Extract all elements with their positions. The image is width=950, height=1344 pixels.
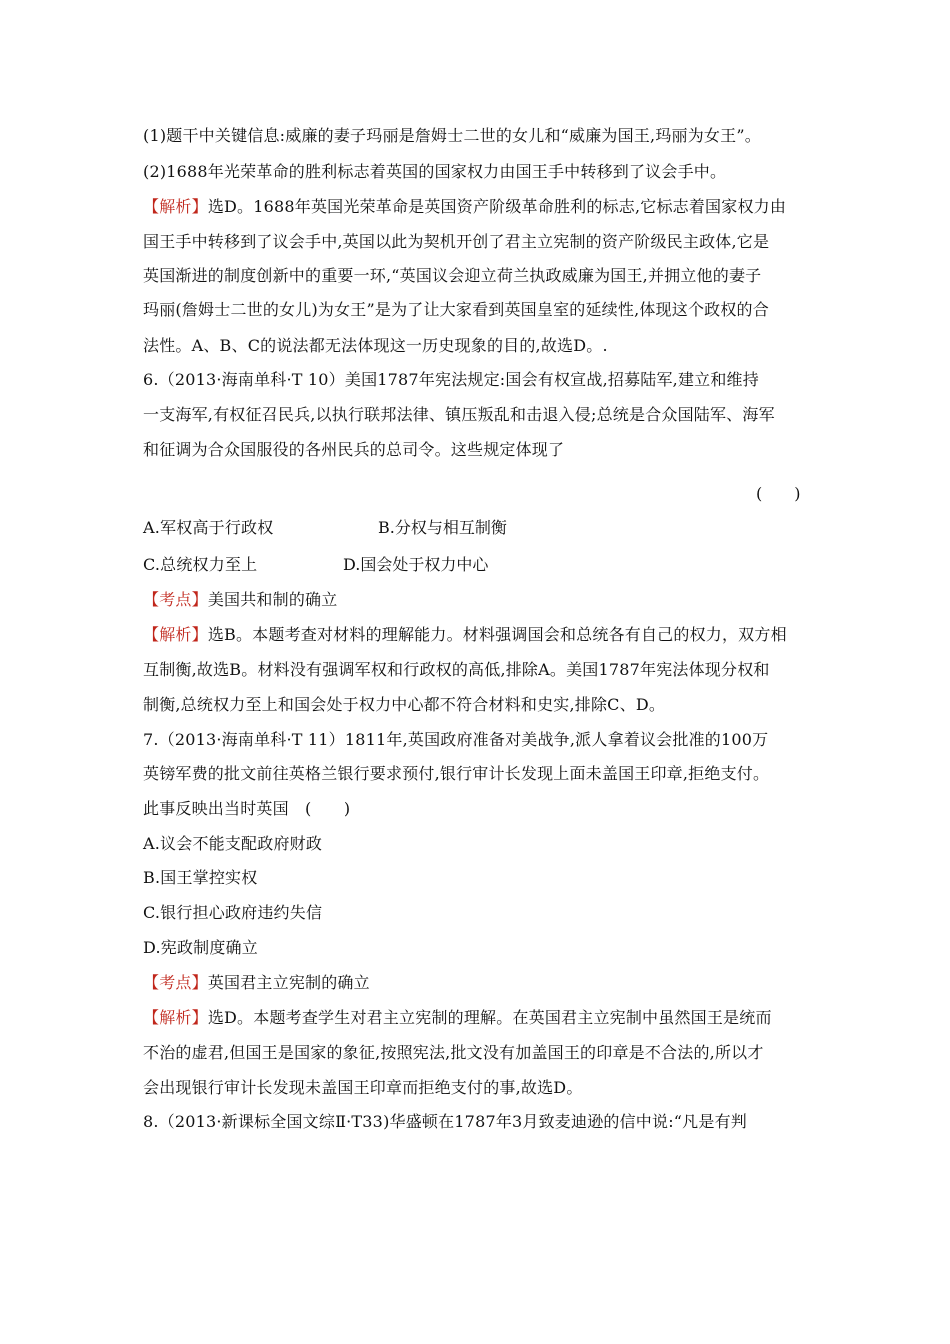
- kaodian-tag: 【考点】: [143, 590, 208, 609]
- text-line: 互制衡,故选B。材料没有强调军权和行政权的高低,排除A。美国1787年宪法体现分权和: [143, 660, 770, 679]
- question-6-line: 6.（2013·海南单科·T 10）美国1787年宪法规定:国会有权宣战,招募陆军,建立和维持: [143, 370, 759, 389]
- analysis-tag: 【解析】: [143, 1008, 208, 1027]
- text-line: 【解析】选D。1688年英国光荣革命是英国资产阶级革命胜利的标志,它标志着国家权力由: [143, 197, 787, 216]
- option-b: B.国王掌控实权: [143, 868, 258, 887]
- option-d: D.宪政制度确立: [143, 938, 258, 957]
- question-8-line: 8.（2013·新课标全国文综Ⅱ·T33)华盛顿在1787年3月致麦迪逊的信中说:“凡是有判: [143, 1112, 747, 1131]
- answer-paren: ( ): [756, 484, 801, 503]
- text-line: 英镑军费的批文前往英格兰银行要求预付,银行审计长发现上面未盖国王印章,拒绝支付。: [143, 764, 770, 783]
- text-line: 【解析】选D。本题考查学生对君主立宪制的理解。在英国君主立宪制中虽然国王是统而: [143, 1008, 772, 1027]
- text-line: 法性。A、B、C的说法都无法体现这一历史现象的目的,故选D。.: [143, 336, 608, 355]
- kaodian-tag: 【考点】: [143, 973, 208, 992]
- analysis-tag: 【解析】: [143, 197, 208, 216]
- text-line: 制衡,总统权力至上和国会处于权力中心都不符合材料和史实,排除C、D。: [143, 695, 666, 714]
- text-line: 不治的虚君,但国王是国家的象征,按照宪法,批文没有加盖国王的印章是不合法的,所以才: [143, 1043, 764, 1062]
- analysis-tag: 【解析】: [143, 625, 208, 644]
- option-b: B.分权与相互制衡: [378, 518, 507, 537]
- text-line: 英国渐进的制度创新中的重要一环,“英国议会迎立荷兰执政威廉为国王,并拥立他的妻子: [143, 266, 762, 285]
- option-c: C.银行担心政府违约失信: [143, 903, 323, 922]
- text-line: 一支海军,有权征召民兵,以执行联邦法律、镇压叛乱和击退入侵;总统是合众国陆军、海军: [143, 405, 775, 424]
- option-a: A.议会不能支配政府财政: [143, 834, 323, 853]
- option-row: [143, 555, 257, 575]
- text-line: 和征调为合众国服役的各州民兵的总司令。这些规定体现了: [143, 440, 565, 459]
- question-7-line: 7.（2013·海南单科·T 11）1811年,英国政府准备对美战争,派人拿着议会批准的100万: [143, 730, 769, 749]
- option-row: [143, 518, 273, 538]
- option-d: D.国会处于权力中心: [343, 555, 489, 574]
- text-line: (1)题干中关键信息:威廉的妻子玛丽是詹姆士二世的女儿和“威廉为国王,玛丽为女王”。: [143, 126, 761, 145]
- text-line: 【考点】英国君主立宪制的确立: [143, 973, 370, 992]
- text-line: 【考点】美国共和制的确立: [143, 590, 338, 609]
- text-line: (2)1688年光荣革命的胜利标志着英国的国家权力由国王手中转移到了议会手中。: [143, 162, 727, 181]
- text-line: 国王手中转移到了议会手中,英国以此为契机开创了君主立宪制的资产阶级民主政体,它是: [143, 232, 770, 251]
- text-line: 玛丽(詹姆士二世的女儿)为女王”是为了让大家看到英国皇室的延续性,体现这个政权的合: [143, 300, 769, 319]
- text-line: 【解析】选B。本题考查对材料的理解能力。材料强调国会和总统各有自己的权力，双方相: [143, 625, 787, 644]
- text-line: 此事反映出当时英国 ( ): [143, 799, 351, 818]
- option-a: A.军权高于行政权: [143, 518, 274, 537]
- option-c: C.总统权力至上: [143, 555, 258, 574]
- text-line: 会出现银行审计长发现未盖国王印章而拒绝支付的事,故选D。: [143, 1078, 583, 1097]
